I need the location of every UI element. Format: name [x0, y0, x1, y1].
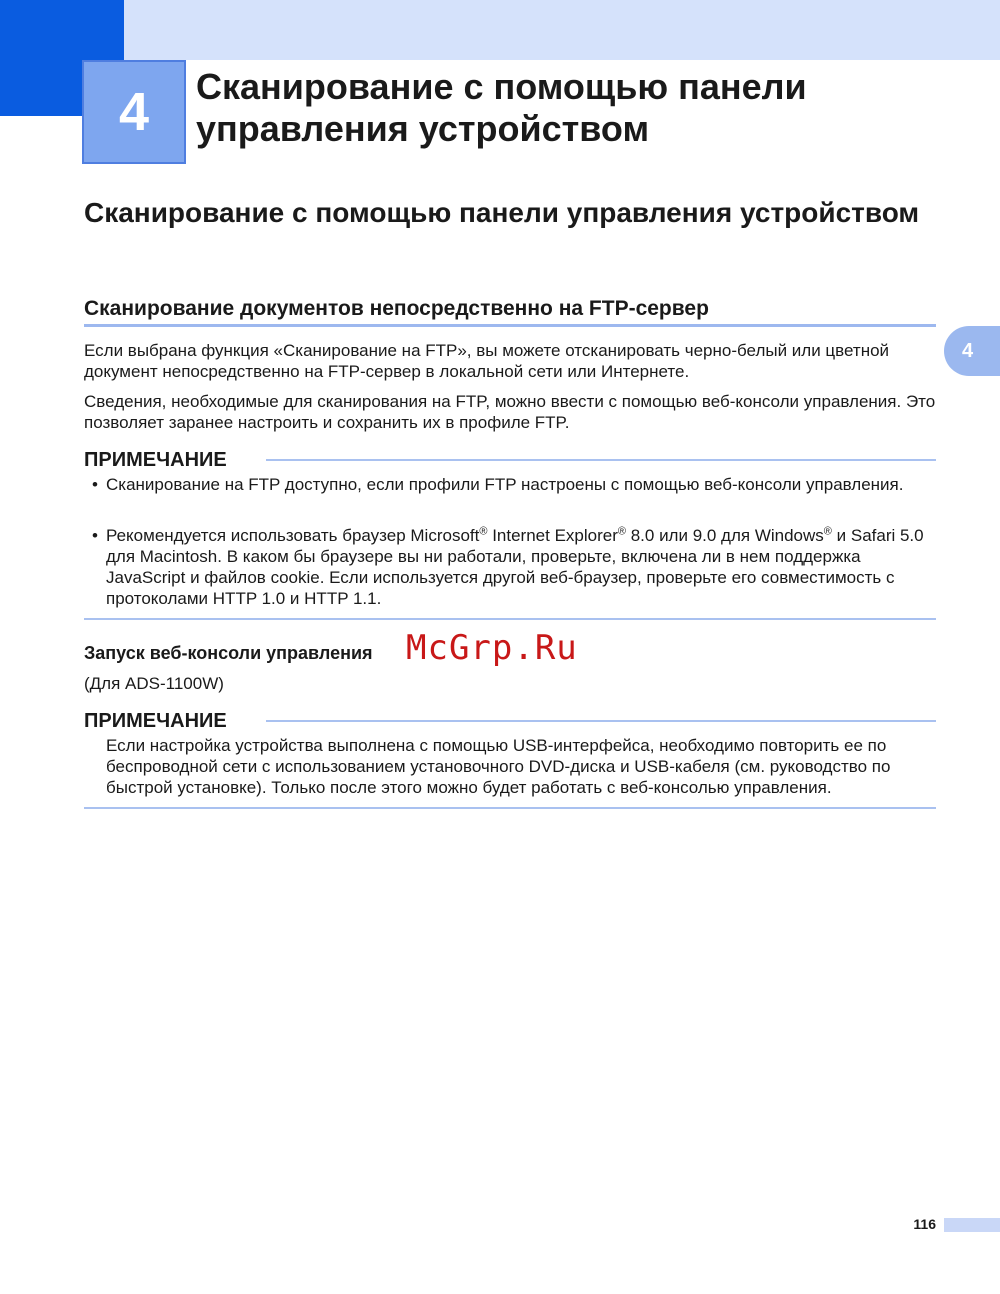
note-1-bullet-1 [92, 474, 932, 495]
note-2-title: ПРИМЕЧАНИЕ [84, 710, 227, 732]
chapter-title: Сканирование с помощью панели управления устройством [196, 66, 807, 149]
section-subtitle: Сканирование документов непосредственно на FTP-сервер [84, 297, 709, 320]
bullet-2-part-1: Рекомендуется использовать браузер Microsoft [106, 526, 480, 545]
note-1-bullet-1-text: Сканирование на FTP доступно, если профили FTP настроены с помощью веб-консоли управления. [106, 475, 904, 494]
subtitle-rule [84, 324, 936, 327]
note-1-header [84, 448, 936, 474]
bullet-2-part-3: 8.0 или 9.0 для Windows [625, 526, 824, 545]
note-1-title-rule [266, 459, 936, 461]
chapter-number: 4 [118, 82, 150, 142]
registered-mark: ® [617, 525, 626, 538]
bullet-dot: • [92, 526, 98, 545]
bullet-dot: • [92, 475, 98, 494]
chapter-side-tab [944, 326, 1000, 376]
page-number: 116 [913, 1216, 936, 1232]
side-tab-label: 4 [962, 339, 974, 362]
watermark: McGrp.Ru [406, 628, 578, 668]
note-2-text: Если настройка устройства выполнена с помощью USB-интерфейса, необходимо повторить ее по беспроводной сети с использованием установочного DVD-диска и USB-кабеля (см. руководство по быстрой установке). Только после этого можно будет работать с веб-консолью управления. [106, 736, 891, 797]
bullet-2-part-2: Internet Explorer [487, 526, 618, 545]
note-1-bottom-rule [84, 618, 936, 620]
registered-mark: ® [823, 525, 832, 538]
note-2-header [84, 709, 936, 735]
bullet-2-part-4: и Safari 5.0 для Macintosh. В каком бы браузере вы ни работали, проверьте, включена ли в нем поддержка JavaScript и файлов cookie. Если используется другой веб-браузер, проверьте его совместимость с протоколами HTTP 1.0 и HTTP 1.1. [106, 526, 924, 608]
footer-bar [944, 1218, 1000, 1232]
section-title: Сканирование с помощью панели управления устройством [84, 197, 920, 228]
chapter-number-box [82, 60, 186, 164]
note-1-bullet-2 [92, 525, 932, 609]
header-band [124, 0, 1000, 60]
note-1-bullet-2-text [106, 525, 932, 609]
paragraph-1: Если выбрана функция «Сканирование на FTP», вы можете отсканировать черно-белый или цветной документ непосредственно на FTP-сервер в локальной сети или Интернете. [84, 341, 890, 381]
paragraph-2: Сведения, необходимые для сканирования на FTP, можно ввести с помощью веб-консоли управления. Это позволяет заранее настроить и сохранить их в профиле FTP. [84, 392, 936, 432]
registered-mark: ® [479, 525, 488, 538]
note-2-bottom-rule [84, 807, 936, 809]
note-2-title-rule [266, 720, 936, 722]
subsection-model: (Для ADS-1100W) [84, 674, 224, 693]
subsection-title: Запуск веб-консоли управления [84, 643, 373, 663]
note-1-title: ПРИМЕЧАНИЕ [84, 449, 227, 471]
